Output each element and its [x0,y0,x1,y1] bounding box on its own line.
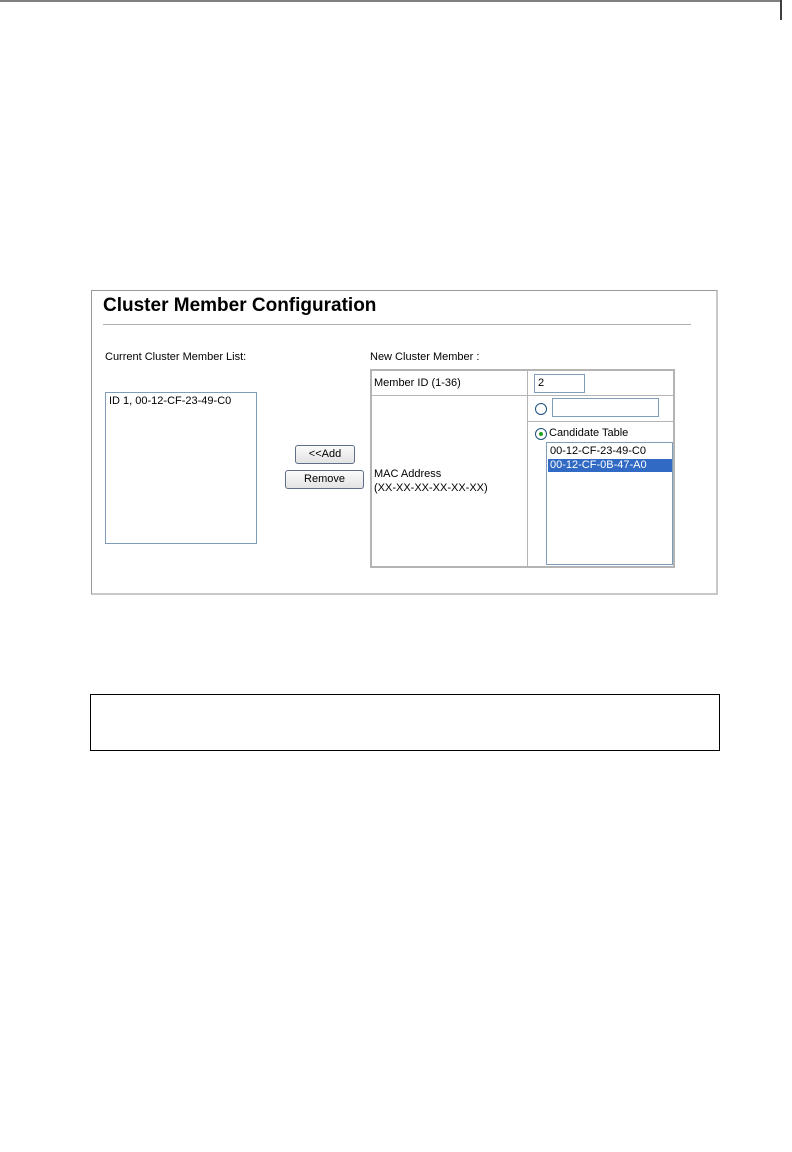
member-id-label-cell [371,370,528,396]
candidate-item[interactable]: 00-12-CF-23-49-C0 [550,445,646,457]
mac-address-label-cell [371,395,528,567]
member-id-label: Member ID (1-36) [374,377,461,389]
manual-mac-input[interactable] [552,398,659,417]
candidate-table-radio[interactable] [535,428,547,440]
new-cluster-member-table [370,369,675,568]
member-id-input[interactable]: 2 [534,374,585,393]
member-id-input-cell [527,370,674,396]
mac-address-label: MAC Address [374,468,442,480]
new-cluster-member-label: New Cluster Member : [370,351,480,363]
candidate-item-selected[interactable]: 00-12-CF-0B-47-A0 [548,459,672,472]
candidate-table-cell [527,421,674,567]
current-cluster-member-list-label: Current Cluster Member List: [105,351,247,363]
list-item[interactable]: ID 1, 00-12-CF-23-49-C0 [109,395,232,407]
page-title: Cluster Member Configuration [103,295,377,316]
add-button[interactable]: <<Add [295,445,355,464]
radio-selected-dot [539,432,543,436]
remove-button[interactable]: Remove [285,470,364,489]
note-box [90,694,720,751]
current-cluster-member-list[interactable] [105,392,257,544]
title-divider [103,324,691,325]
cluster-member-configuration-panel [91,290,718,595]
manual-mac-cell [527,395,674,422]
mac-address-format-hint: (XX-XX-XX-XX-XX-XX) [374,482,488,494]
manual-mac-radio[interactable] [535,403,547,415]
candidate-table-label: Candidate Table [549,427,629,439]
candidate-table-list[interactable] [546,442,673,565]
page-crop-mark [0,0,792,20]
